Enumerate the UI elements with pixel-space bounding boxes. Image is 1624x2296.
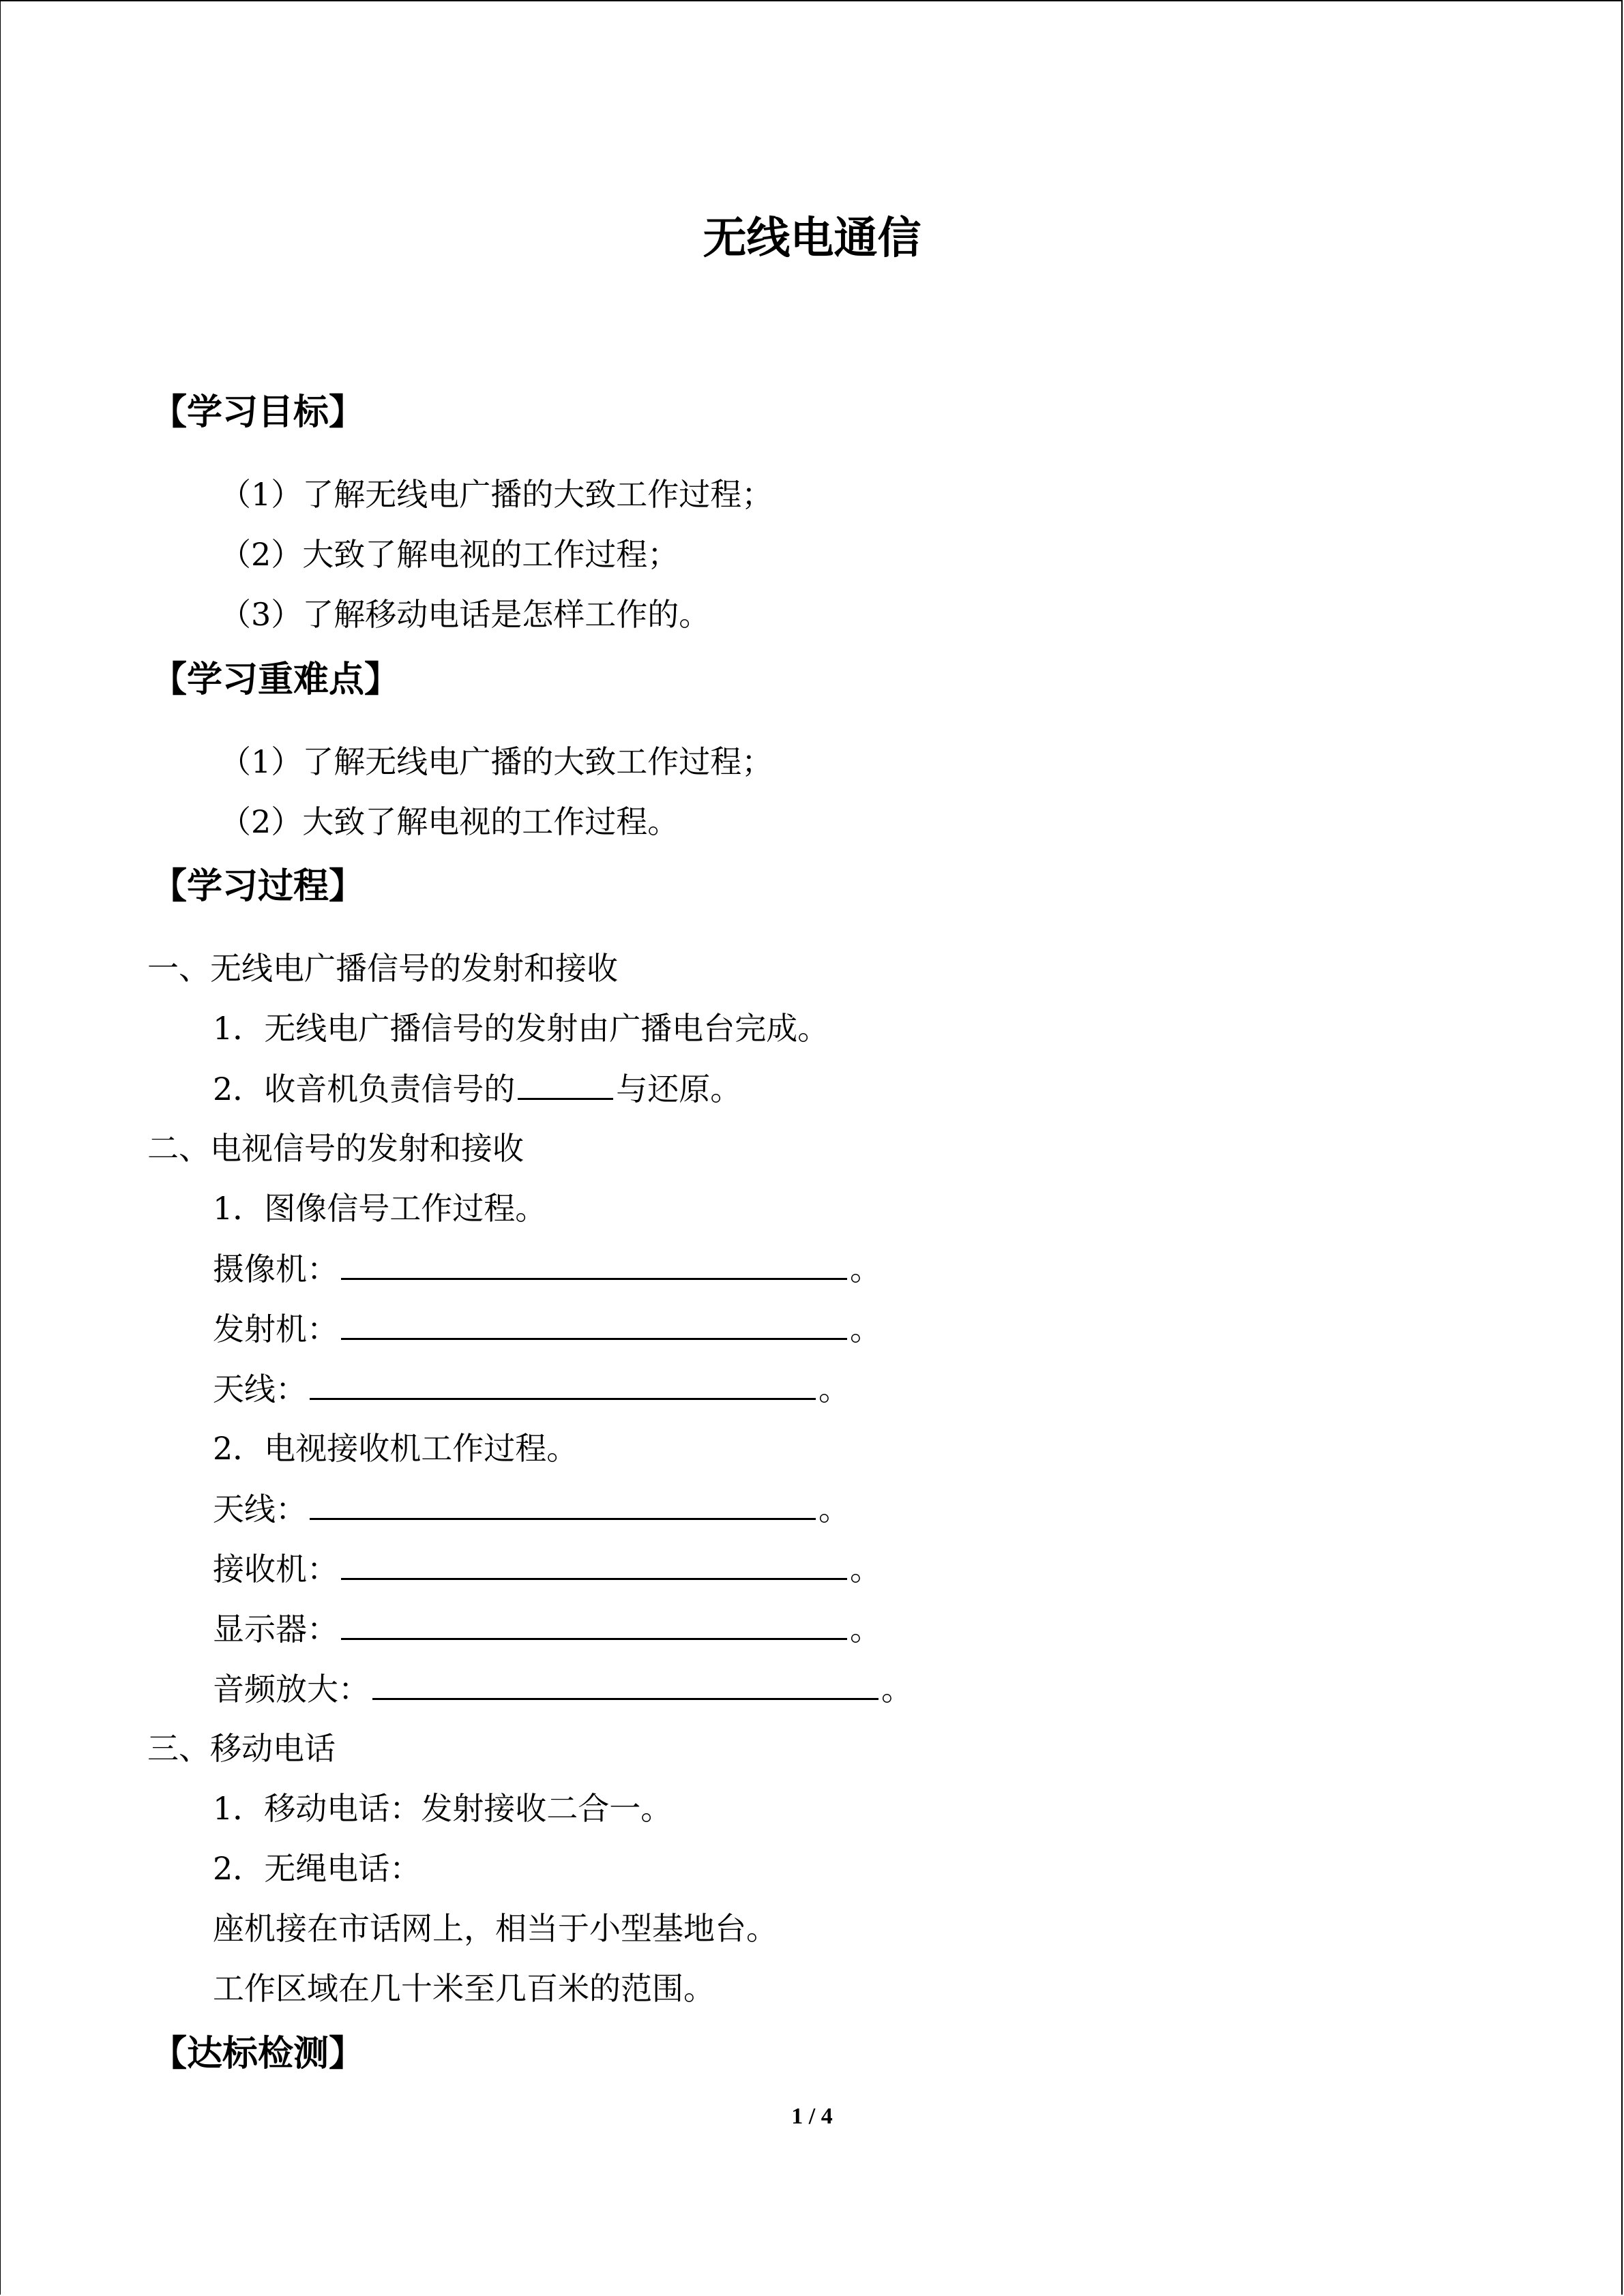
keypoint-item-1: （1）了解无线电广播的大致工作过程； [220, 743, 773, 780]
antenna-label: 天线： [213, 1491, 307, 1527]
part2-sub-2: 2．电视接收机工作过程。 [213, 1430, 578, 1467]
heading-goals: 【学习目标】 [151, 391, 365, 433]
part1-title: 一、无线电广播信号的发射和接收 [147, 950, 618, 987]
part3-title: 三、移动电话 [147, 1730, 336, 1767]
antenna-label: 天线： [213, 1371, 307, 1407]
fill-blank [341, 1548, 847, 1580]
keypoint-item-2: （2）大致了解电视的工作过程。 [220, 803, 679, 840]
end-mark: 。 [850, 1311, 881, 1347]
fill-blank [372, 1668, 879, 1700]
part1-item-1: 1．无线电广播信号的发射由广播电台完成。 [213, 1010, 829, 1047]
audio-label: 音频放大： [213, 1671, 370, 1708]
end-mark: 。 [818, 1371, 850, 1407]
fill-blank [310, 1368, 816, 1400]
end-mark: 。 [850, 1551, 881, 1587]
heading-test: 【达标检测】 [151, 2033, 365, 2074]
end-mark: 。 [850, 1611, 881, 1648]
part3-item-1: 1．移动电话：发射接收二合一。 [213, 1790, 673, 1827]
camera-label: 摄像机： [213, 1251, 338, 1287]
fill-blank [341, 1608, 847, 1640]
end-mark: 。 [850, 1251, 881, 1287]
display-label: 显示器： [213, 1611, 338, 1648]
receiver-line [213, 1548, 881, 1590]
part2-sub-1: 1．图像信号工作过程。 [213, 1190, 547, 1227]
part3-line-2: 工作区域在几十米至几百米的范围。 [213, 1970, 715, 2007]
page-number: 1 / 4 [791, 2104, 833, 2129]
display-line [213, 1608, 881, 1650]
end-mark: 。 [818, 1491, 850, 1527]
goal-item-1: （1）了解无线电广播的大致工作过程； [220, 476, 773, 513]
heading-keypoints: 【学习重难点】 [151, 659, 400, 700]
goal-item-2: （2）大致了解电视的工作过程； [220, 536, 679, 573]
antenna-line-1 [213, 1368, 850, 1410]
antenna-line-2 [213, 1488, 850, 1530]
goal-item-3: （3）了解移动电话是怎样工作的。 [220, 596, 711, 633]
part1-item-2 [213, 1068, 741, 1109]
part1-item-2-post: 与还原。 [616, 1071, 742, 1107]
fill-blank [518, 1068, 613, 1100]
audio-line [213, 1668, 913, 1710]
part3-line-1: 座机接在市话网上，相当于小型基地台。 [213, 1910, 778, 1947]
part3-item-2: 2．无绳电话： [213, 1850, 422, 1887]
document-title: 无线电通信 [703, 213, 921, 264]
fill-blank [341, 1308, 847, 1340]
receiver-label: 接收机： [213, 1551, 338, 1587]
fill-blank [310, 1488, 816, 1520]
heading-process: 【学习过程】 [151, 865, 365, 907]
transmitter-label: 发射机： [213, 1311, 338, 1347]
transmitter-line [213, 1308, 881, 1350]
part2-title: 二、电视信号的发射和接收 [147, 1130, 524, 1167]
camera-line [213, 1248, 881, 1289]
fill-blank [341, 1248, 847, 1280]
part1-item-2-pre: 2．收音机负责信号的 [213, 1071, 516, 1107]
end-mark: 。 [881, 1671, 913, 1708]
